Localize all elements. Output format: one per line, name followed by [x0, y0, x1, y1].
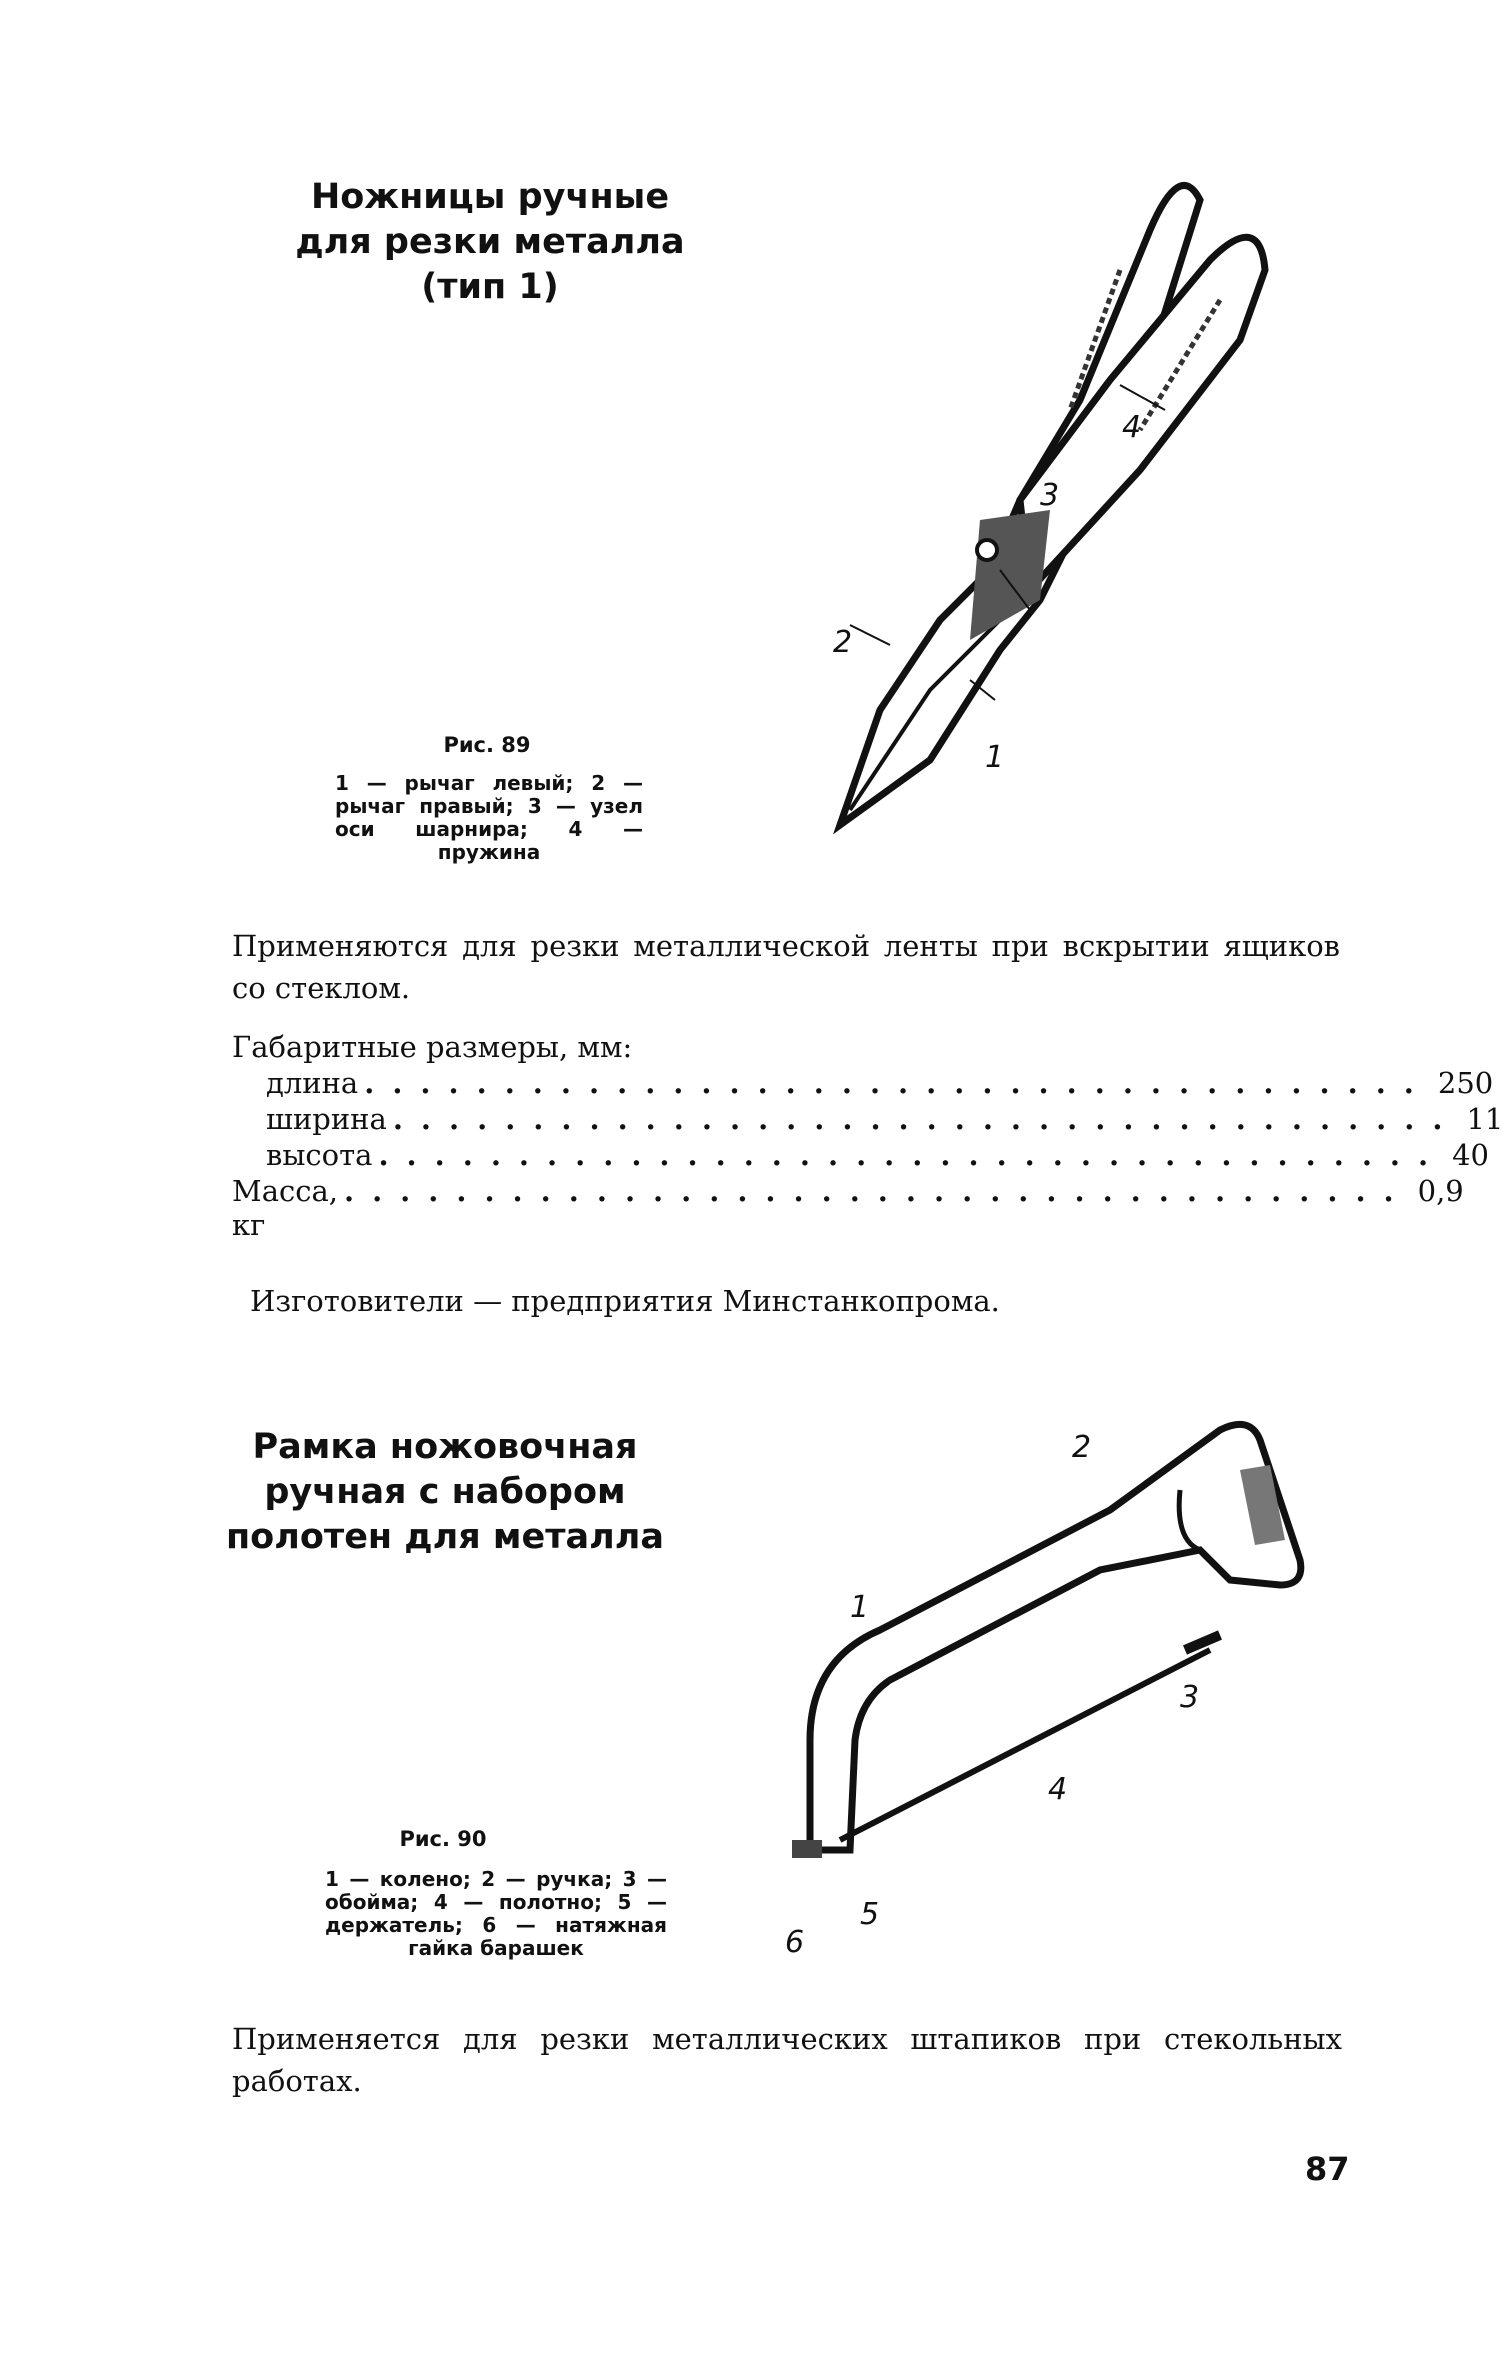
- page-number: 87: [1305, 2150, 1350, 2188]
- callout-2: 2: [833, 625, 853, 660]
- section-title-hacksaw: [220, 1425, 670, 1560]
- spec-value: 0,9: [1417, 1174, 1464, 1208]
- figure-caption-89: 1 — рычаг левый; 2 — рычаг правый; 3 — узел оси шарнира; 4 — пружина: [335, 771, 643, 864]
- callout-3: 3: [1040, 478, 1060, 513]
- specs-table: [232, 1030, 1503, 1242]
- hacksaw-illustration: [780, 1410, 1320, 1890]
- spec-value: 40: [1452, 1138, 1490, 1172]
- callout-2: 2: [1072, 1430, 1092, 1465]
- title-line: Ножницы ручные: [310, 177, 670, 217]
- spec-value: 250: [1437, 1066, 1494, 1100]
- figure-caption-90: 1 — колено; 2 — ручка; 3 — обойма; 4 — полотно; 5 — держатель; 6 — натяжная гайка барашек: [325, 1867, 667, 1960]
- manufacturer-note: Изготовители — предприятия Минстанкопрома.: [250, 1284, 1000, 1318]
- leader-dots: ......................................: [343, 1174, 1412, 1208]
- callout-3: 3: [1180, 1680, 1200, 1715]
- spec-value: 11: [1466, 1102, 1503, 1136]
- callout-1: 1: [850, 1590, 870, 1625]
- title-line: (тип 1): [421, 267, 559, 307]
- title-line: Рамка ножовочная: [252, 1427, 638, 1467]
- description-scissors: Применяются для резки металлической ленты при вскрытии ящиков со стеклом.: [232, 929, 1340, 1005]
- spec-row: [232, 1138, 1490, 1174]
- title-line: для резки металла: [295, 222, 685, 262]
- spec-label: высота: [266, 1138, 373, 1172]
- leader-dots: ......................................: [378, 1138, 1447, 1172]
- spec-label: Масса, кг: [232, 1174, 338, 1242]
- spec-row: [232, 1066, 1494, 1102]
- leader-dots: ......................................: [392, 1102, 1461, 1136]
- callout-6: 6: [785, 1925, 805, 1960]
- spec-label: длина: [266, 1066, 359, 1100]
- figure-label-89: Рис. 89: [443, 733, 531, 757]
- title-line: ручная с набором: [264, 1472, 626, 1512]
- specs-header: Габаритные размеры, мм:: [232, 1030, 633, 1064]
- spec-label: ширина: [266, 1102, 387, 1136]
- callout-5: 5: [860, 1897, 880, 1932]
- title-line: полотен для металла: [226, 1517, 664, 1557]
- leader-dots: ......................................: [364, 1066, 1432, 1100]
- section-title-scissors: [270, 175, 710, 310]
- spec-row: [232, 1174, 1464, 1242]
- figure-label-90: Рис. 90: [399, 1827, 487, 1851]
- callout-4: 4: [1048, 1772, 1068, 1807]
- callout-1: 1: [985, 740, 1005, 775]
- description-hacksaw: Применяется для резки металлических штапиков при стекольных работах.: [232, 2022, 1342, 2098]
- callout-4: 4: [1122, 410, 1142, 445]
- spec-row: [232, 1102, 1503, 1138]
